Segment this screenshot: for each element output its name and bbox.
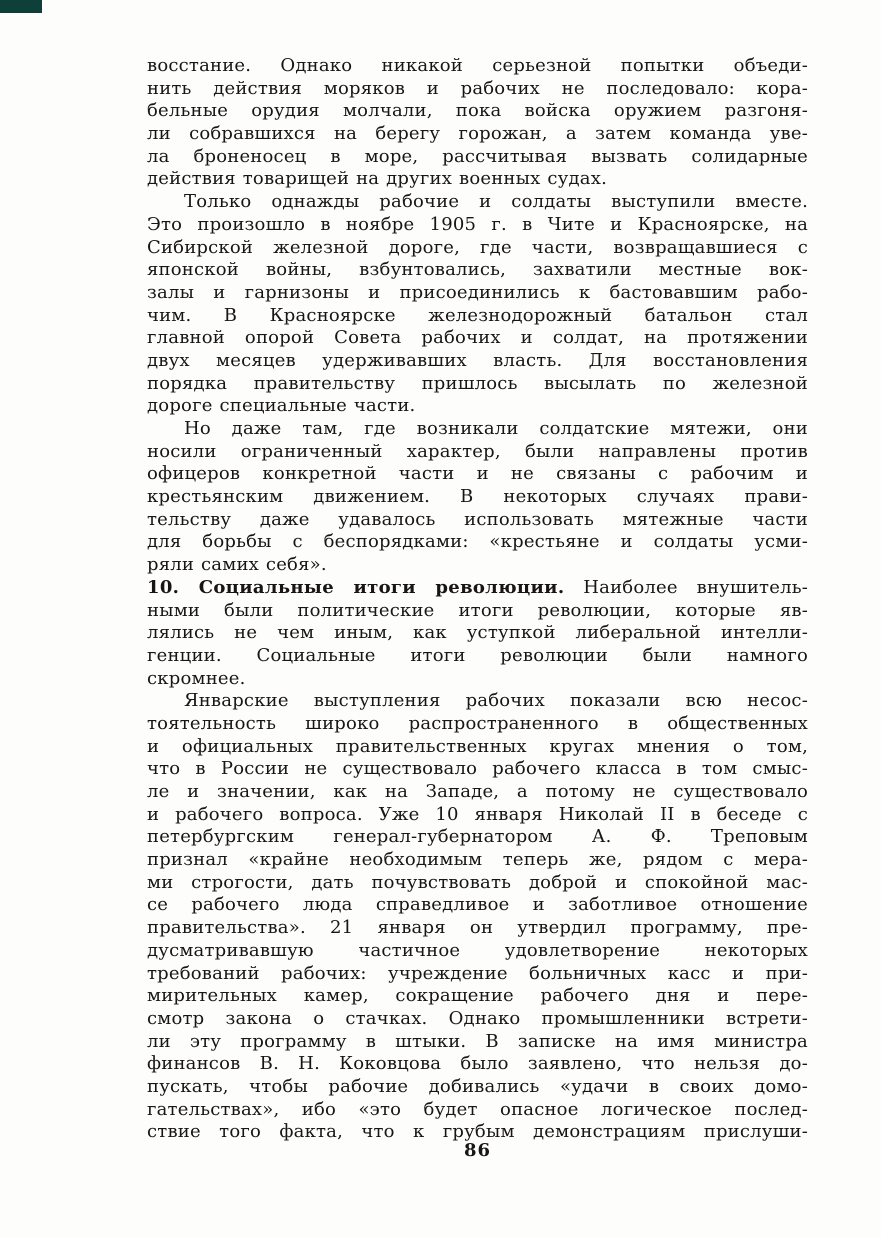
text-line: что в России не существовало рабочего класса в том смыс- <box>147 758 808 780</box>
text-block <box>147 55 808 1144</box>
text-line: чим. В Красноярске железнодорожный батальон стал <box>147 304 808 326</box>
text-line: финансов В. Н. Коковцова было заявлено, что нельзя до- <box>147 1053 808 1075</box>
text-line: лялись не чем иным, как уступкой либеральной интелли- <box>147 622 808 644</box>
text-line: тельству даже удавалось использовать мятежные части <box>147 508 808 530</box>
text-line: ми строгости, дать почувствовать доброй и спокойной мас- <box>147 871 808 893</box>
text-line: правительства». 21 января он утвердил программу, пре- <box>147 917 808 939</box>
text-line: ными были политические итоги революции, которые яв- <box>147 599 808 621</box>
scan-artifact <box>0 0 42 13</box>
page-number: 86 <box>463 1140 492 1161</box>
text-line: для борьбы с беспорядками: «крестьяне и солдаты усми- <box>147 531 808 553</box>
text-line: японской войны, взбунтовались, захватили местные вок- <box>147 259 808 281</box>
text-line: Но даже там, где возникали солдатские мятежи, они <box>184 418 808 439</box>
text-line: порядка правительству пришлось высылать по железной <box>147 372 808 394</box>
text-line: се рабочего люда справедливое и заботливое отношение <box>147 894 808 916</box>
text-line: крестьянским движением. В некоторых случаях прави- <box>147 486 808 508</box>
text-line: восстание. Однако никакой серьезной попытки объеди- <box>147 55 808 76</box>
text-line: ли эту программу в штыки. В записке на имя министра <box>147 1030 808 1052</box>
text-line: нить действия моряков и рабочих не последовало: кора- <box>147 77 808 99</box>
text-line: Сибирской железной дороге, где части, возвращавшиеся с <box>147 236 808 258</box>
text-line: скромнее. <box>147 667 246 689</box>
text-line: гательствах», ибо «это будет опасное логическое послед- <box>147 1098 808 1120</box>
text-line: дороге специальные части. <box>147 395 416 417</box>
text-line: дусматривавшую частичное удовлетворение некоторых <box>147 939 808 961</box>
text-line: и рабочего вопроса. Уже 10 января Николай II в беседе с <box>147 803 808 825</box>
text-line: ле и значении, как на Западе, а потому не существовало <box>147 781 808 802</box>
text-line: смотр закона о стачках. Однако промышленники встрети- <box>147 1007 808 1029</box>
text-line: петербургским генерал-губернатором А. Ф. Треповым <box>147 826 808 848</box>
text-line: двух месяцев удерживавших власть. Для восстановления <box>147 349 808 371</box>
text-line: ряли самих себя». <box>147 554 327 576</box>
text-line: Это произошло в ноябре 1905 г. в Чите и Красноярске, на <box>147 213 808 235</box>
text-line: генции. Социальные итоги революции были намного <box>147 644 808 666</box>
section-heading: 10. Социальные итоги революции. <box>147 576 565 598</box>
text-line: залы и гарнизоны и присоединились к бастовавшим рабо- <box>147 281 808 303</box>
text-line: признал «крайне необходимым теперь же, рядом с мера- <box>147 849 808 871</box>
text-line: ла броненосец в море, рассчитывая вызвать солидарные <box>147 145 808 167</box>
text-line: тоятельность широко распространенного в общественных <box>147 712 808 734</box>
text-line: главной опорой Совета рабочих и солдат, на протяжении <box>147 327 808 349</box>
text-line: Только однажды рабочие и солдаты выступили вместе. <box>184 191 808 213</box>
text-line: Январские выступления рабочих показали всю несос- <box>184 690 808 712</box>
text-line: бельные орудия молчали, пока войска оружием разгоня- <box>147 100 808 122</box>
text-line: действия товарищей на других военных судах. <box>147 168 607 190</box>
text-line: и официальных правительственных кругах мнения о том, <box>147 735 808 757</box>
text-line: ли собравшихся на берегу горожан, а затем команда уве- <box>147 123 808 145</box>
text-line: требований рабочих: учреждение больничных касс и при- <box>147 962 808 984</box>
text-line: мирительных камер, сокращение рабочего дня и пере- <box>147 985 808 1007</box>
text-line: 10. Социальные итоги революции. Наиболее внушитель- <box>147 576 808 598</box>
text-line: офицеров конкретной части и не связаны с рабочим и <box>147 463 808 485</box>
text-line: носили ограниченный характер, были направлены против <box>147 440 808 462</box>
text-line: пускать, чтобы рабочие добивались «удачи в своих домо- <box>147 1075 808 1097</box>
text-line: ствие того факта, что к грубым демонстрациям прислуши- <box>147 1121 808 1143</box>
